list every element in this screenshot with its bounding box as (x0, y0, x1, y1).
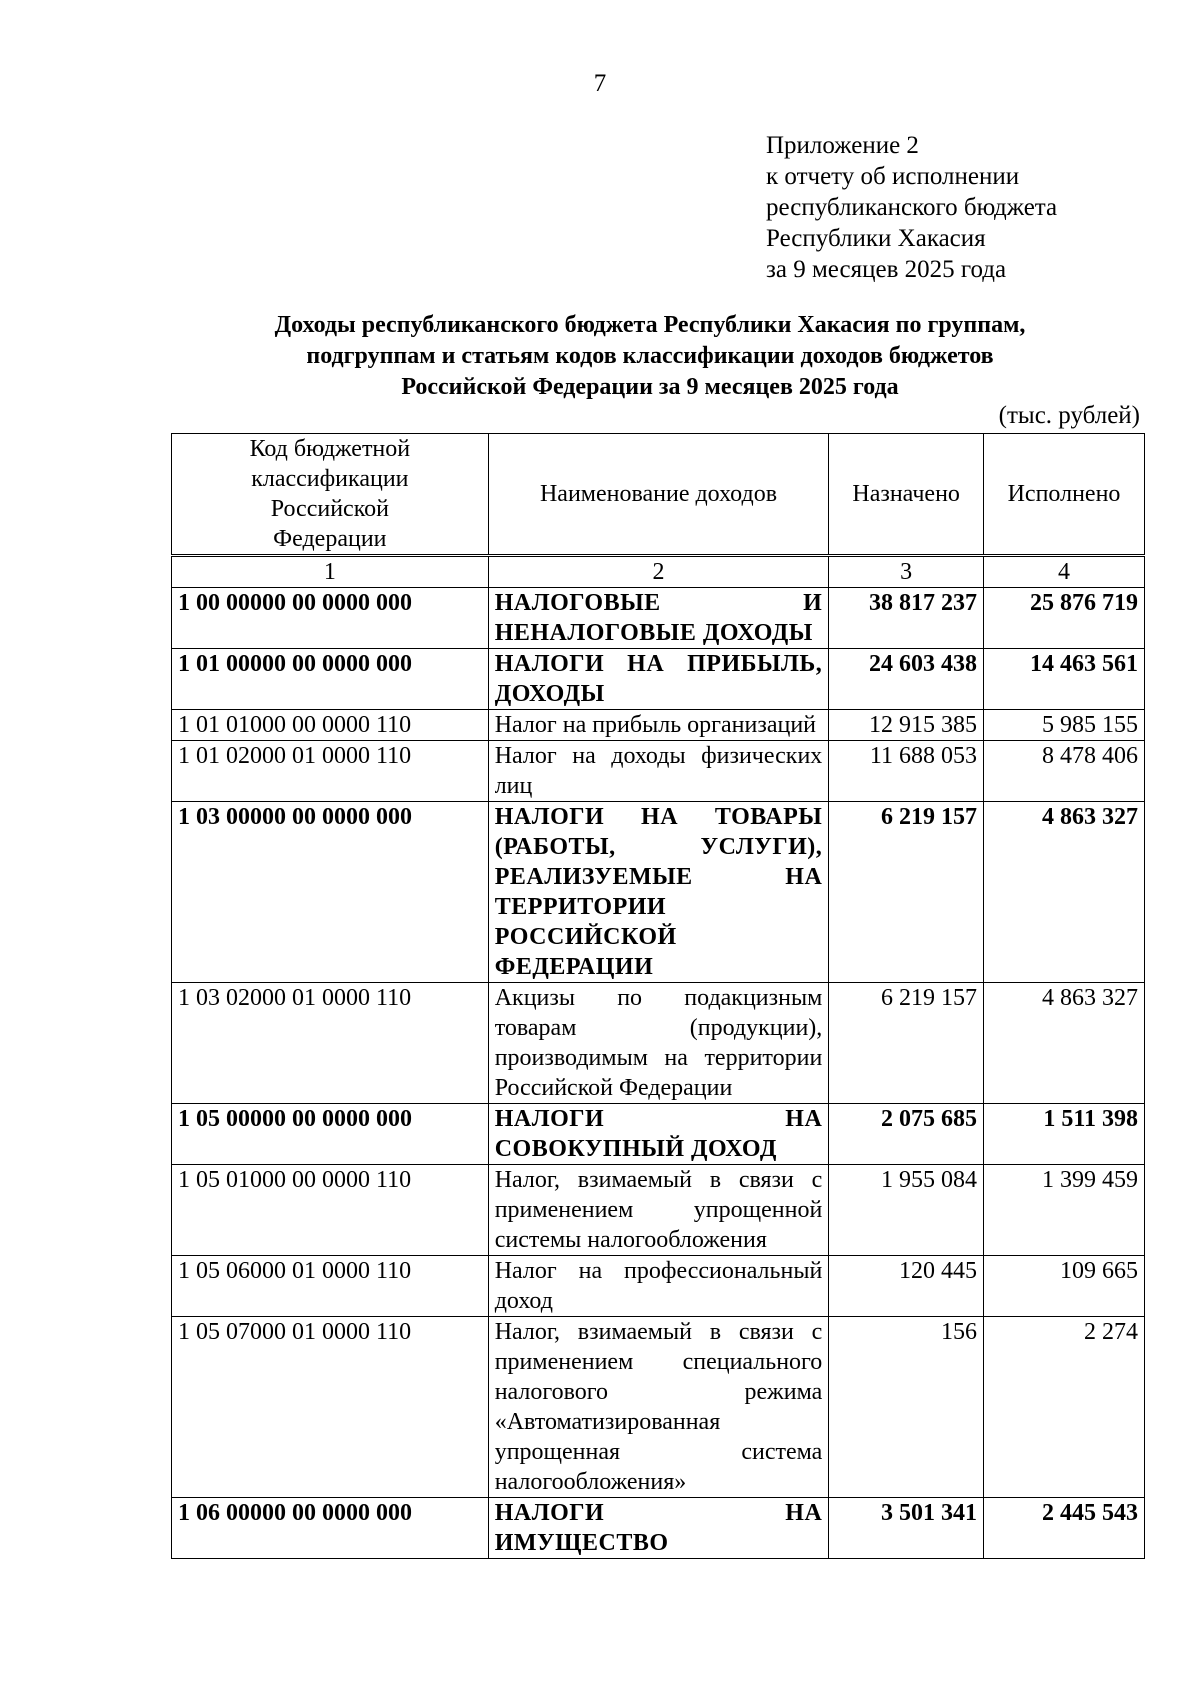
appendix-line: Приложение 2 (766, 132, 919, 159)
assigned-cell: 12 915 385 (829, 710, 984, 741)
code-cell: 1 05 07000 01 0000 110 (172, 1317, 489, 1498)
code-cell: 1 05 00000 00 0000 000 (172, 1104, 489, 1165)
appendix-line: республиканского бюджета (766, 194, 1058, 221)
name-cell: Налог на профессиональный доход (488, 1256, 829, 1317)
column-number: 2 (488, 557, 829, 588)
assigned-cell: 6 219 157 (829, 802, 984, 983)
code-cell: 1 03 02000 01 0000 110 (172, 983, 489, 1104)
code-cell: 1 01 01000 00 0000 110 (172, 710, 489, 741)
code-cell: 1 05 06000 01 0000 110 (172, 1256, 489, 1317)
name-cell: НАЛОГОВЫЕ И НЕНАЛОГОВЫЕ ДОХОДЫ (488, 588, 829, 649)
table-header (171, 433, 1145, 555)
table-body (172, 557, 1145, 1559)
appendix-line: к отчету об исполнении (766, 163, 1020, 190)
title-line: Российской Федерации за 9 месяцев 2025 года (401, 374, 899, 400)
name-cell: Налог на доходы физических лиц (488, 741, 829, 802)
document-title (150, 310, 1150, 403)
appendix-block (766, 130, 1057, 285)
appendix-line: Республики Хакасия (766, 225, 986, 252)
code-cell: 1 05 01000 00 0000 110 (172, 1165, 489, 1256)
assigned-cell: 1 955 084 (829, 1165, 984, 1256)
code-cell: 1 03 00000 00 0000 000 (172, 802, 489, 983)
units-label: (тыс. рублей) (998, 402, 1140, 429)
assigned-cell: 156 (829, 1317, 984, 1498)
appendix-line: за 9 месяцев 2025 года (766, 256, 1007, 283)
column-number: 3 (829, 557, 984, 588)
assigned-cell: 6 219 157 (829, 983, 984, 1104)
column-number: 4 (984, 557, 1145, 588)
table-row (172, 649, 1145, 710)
executed-cell: 1 511 398 (984, 1104, 1145, 1165)
header-assigned: Назначено (829, 434, 984, 555)
column-number: 1 (172, 557, 489, 588)
column-number-row (172, 557, 1145, 588)
executed-cell: 2 274 (984, 1317, 1145, 1498)
name-cell: НАЛОГИ НА ИМУЩЕСТВО (488, 1498, 829, 1559)
name-cell: Налог, взимаемый в связи с применением специального налогового режима «Автоматизированная упрощенная система налогообложения» (488, 1317, 829, 1498)
executed-cell: 2 445 543 (984, 1498, 1145, 1559)
table-row (172, 1104, 1145, 1165)
title-line: Доходы республиканского бюджета Республики Хакасия по группам, (274, 312, 1026, 338)
assigned-cell: 38 817 237 (829, 588, 984, 649)
table-row (172, 1498, 1145, 1559)
table-row (172, 983, 1145, 1104)
executed-cell: 109 665 (984, 1256, 1145, 1317)
code-cell: 1 00 00000 00 0000 000 (172, 588, 489, 649)
name-cell: НАЛОГИ НА СОВОКУПНЫЙ ДОХОД (488, 1104, 829, 1165)
name-cell: Налог на прибыль организаций (488, 710, 829, 741)
header-name: Наименование доходов (488, 434, 829, 555)
executed-cell: 4 863 327 (984, 983, 1145, 1104)
table-row (172, 1165, 1145, 1256)
name-cell: Акцизы по подакцизным товарам (продукции), производимым на территории Российской Федерации (488, 983, 829, 1104)
table-row (172, 741, 1145, 802)
title-line: подгруппам и статьям кодов классификации доходов бюджетов (306, 343, 994, 369)
executed-cell: 4 863 327 (984, 802, 1145, 983)
table-row (172, 1256, 1145, 1317)
executed-cell: 8 478 406 (984, 741, 1145, 802)
code-cell: 1 06 00000 00 0000 000 (172, 1498, 489, 1559)
assigned-cell: 2 075 685 (829, 1104, 984, 1165)
table-row (172, 802, 1145, 983)
code-cell: 1 01 00000 00 0000 000 (172, 649, 489, 710)
executed-cell: 25 876 719 (984, 588, 1145, 649)
executed-cell: 1 399 459 (984, 1165, 1145, 1256)
table-row (172, 710, 1145, 741)
header-code: Код бюджетной классификации Российской Федерации (172, 434, 489, 555)
name-cell: НАЛОГИ НА ТОВАРЫ (РАБОТЫ, УСЛУГИ), РЕАЛИЗУЕМЫЕ НА ТЕРРИТОРИИ РОССИЙСКОЙ ФЕДЕРАЦИИ (488, 802, 829, 983)
name-cell: Налог, взимаемый в связи с применением упрощенной системы налогообложения (488, 1165, 829, 1256)
assigned-cell: 11 688 053 (829, 741, 984, 802)
assigned-cell: 120 445 (829, 1256, 984, 1317)
code-cell: 1 01 02000 01 0000 110 (172, 741, 489, 802)
table-row (172, 588, 1145, 649)
executed-cell: 5 985 155 (984, 710, 1145, 741)
assigned-cell: 3 501 341 (829, 1498, 984, 1559)
header-executed: Исполнено (984, 434, 1145, 555)
name-cell: НАЛОГИ НА ПРИБЫЛЬ, ДОХОДЫ (488, 649, 829, 710)
header-row (172, 434, 1145, 555)
table-row (172, 1317, 1145, 1498)
assigned-cell: 24 603 438 (829, 649, 984, 710)
executed-cell: 14 463 561 (984, 649, 1145, 710)
revenue-table (171, 556, 1145, 1559)
page-number: 7 (593, 70, 607, 97)
